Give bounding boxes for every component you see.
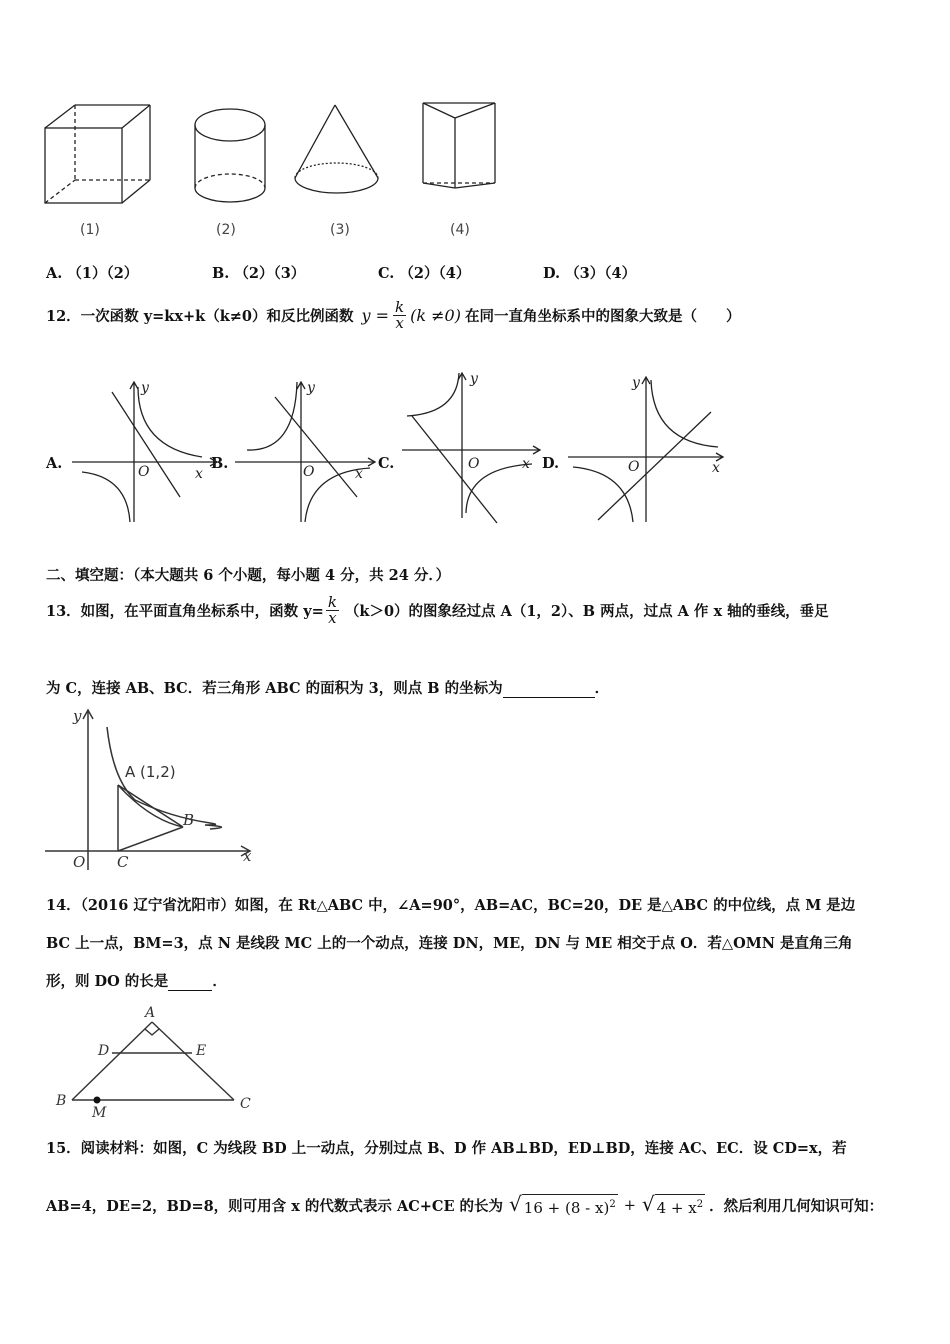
q13-answer-blank[interactable]	[503, 680, 595, 698]
fig-label-m: M	[92, 1105, 107, 1121]
prism-figure	[415, 98, 505, 198]
origin-label: O	[468, 456, 480, 472]
q12-option-a[interactable]: A.	[46, 455, 63, 472]
q11-option-d[interactable]: D. （3）（4）	[543, 265, 637, 282]
sqrt-expression-1: √ 16 + (8 - x)$^2$	[509, 1192, 616, 1217]
fig-origin-label: O	[73, 853, 86, 871]
q11-option-a[interactable]: A. （1）（2）	[46, 265, 139, 282]
fig-label-a: A	[145, 1005, 156, 1021]
q15-line1: 15．阅读材料：如图，C 为线段 BD 上一动点，分别过点 B、D 作 AB⊥BD，ED⊥BD，连接 AC、EC．设 CD=x，若	[46, 1140, 847, 1157]
q12-graph-d	[568, 372, 728, 532]
q11-option-c[interactable]: C. （2）（4）	[378, 265, 471, 282]
cone-figure	[290, 100, 390, 210]
q14-line3: 形，则 DO 的长是 ．	[46, 973, 227, 990]
q11-option-b[interactable]: B. （2）（3）	[212, 265, 306, 282]
fig-label-d: D	[98, 1043, 110, 1059]
q12-fraction: $\frac{k}{x}$	[395, 298, 405, 332]
solid-label-3: (3)	[330, 222, 350, 238]
fig-point-a: A (1,2)	[125, 763, 176, 781]
axis-y-label: y	[470, 371, 478, 387]
q12-option-c[interactable]: C.	[378, 455, 395, 472]
q12-stem: 12．一次函数 y=kx+k（k≠0）和反比例函数 y = $\frac{k}{x}$ (k ≠0) 在同一直角坐标系中的图象大致是（ ）	[46, 298, 741, 332]
origin-label: O	[138, 464, 150, 480]
q12-graph-c	[402, 368, 552, 528]
q12-graph-b	[235, 372, 385, 527]
solid-label-2: (2)	[216, 222, 236, 238]
axis-x-label: x	[712, 460, 720, 476]
fig-label-e: E	[196, 1043, 207, 1059]
axis-x-label: x	[355, 466, 363, 482]
point-m-dot	[94, 1097, 101, 1104]
q15-line2: AB=4，DE=2，BD=8，则可用含 x 的代数式表示 AC+CE 的长为 √ 16 + (8 - x)$^2$ + √ $4 + x^2$ ．然后利用几何知识可知：	[46, 1192, 884, 1217]
fig-point-c: C	[117, 853, 129, 871]
q14-figure	[52, 1005, 272, 1120]
cube-figure	[40, 100, 160, 215]
q13-line1: 13．如图，在平面直角坐标系中，函数 y= $\frac{k}{x}$ （k＞0）的图象经过点 A（1，2）、B 两点，过点 A 作 x 轴的垂线，垂足	[46, 593, 829, 627]
axis-x-label: x	[522, 456, 530, 472]
fig-label-c: C	[240, 1096, 251, 1112]
axis-y-label: y	[307, 380, 315, 396]
fig-label-b: B	[56, 1093, 67, 1109]
cylinder-figure	[190, 100, 280, 210]
q13-figure	[45, 705, 260, 875]
fig-x-label: x	[243, 847, 252, 865]
q12-graph-a	[72, 372, 222, 527]
q12-option-b[interactable]: B.	[211, 455, 229, 472]
section-2-title: 二、填空题：（本大题共 6 个小题，每小题 4 分，共 24 分．）	[46, 567, 451, 584]
axis-x-label: x	[195, 466, 203, 482]
q13-fraction: $\frac{k}{x}$	[327, 593, 337, 627]
q14-line2: BC 上一点，BM=3，点 N 是线段 MC 上的一个动点，连接 DN，ME，DN 与 ME 相交于点 O．若△OMN 是直角三角	[46, 935, 853, 952]
q12-option-d[interactable]: D.	[542, 455, 560, 472]
sqrt-expression-2: √ $4 + x^2$	[641, 1192, 704, 1217]
q14-answer-blank[interactable]	[168, 973, 212, 991]
axis-y-label: y	[632, 375, 640, 391]
axis-y-label: y	[141, 380, 149, 396]
origin-label: O	[303, 464, 315, 480]
fig-y-label: y	[73, 707, 82, 725]
q14-line1: 14．（2016 辽宁省沈阳市）如图，在 Rt△ABC 中，∠A=90°，AB=AC，BC=20，DE 是△ABC 的中位线，点 M 是边	[46, 897, 856, 914]
q13-line2: 为 C，连接 AB、BC．若三角形 ABC 的面积为 3，则点 B 的坐标为 ．	[46, 680, 610, 697]
solid-label-1: (1)	[80, 222, 100, 238]
solid-label-4: (4)	[450, 222, 470, 238]
origin-label: O	[628, 459, 640, 475]
fig-point-b: B	[183, 811, 195, 829]
